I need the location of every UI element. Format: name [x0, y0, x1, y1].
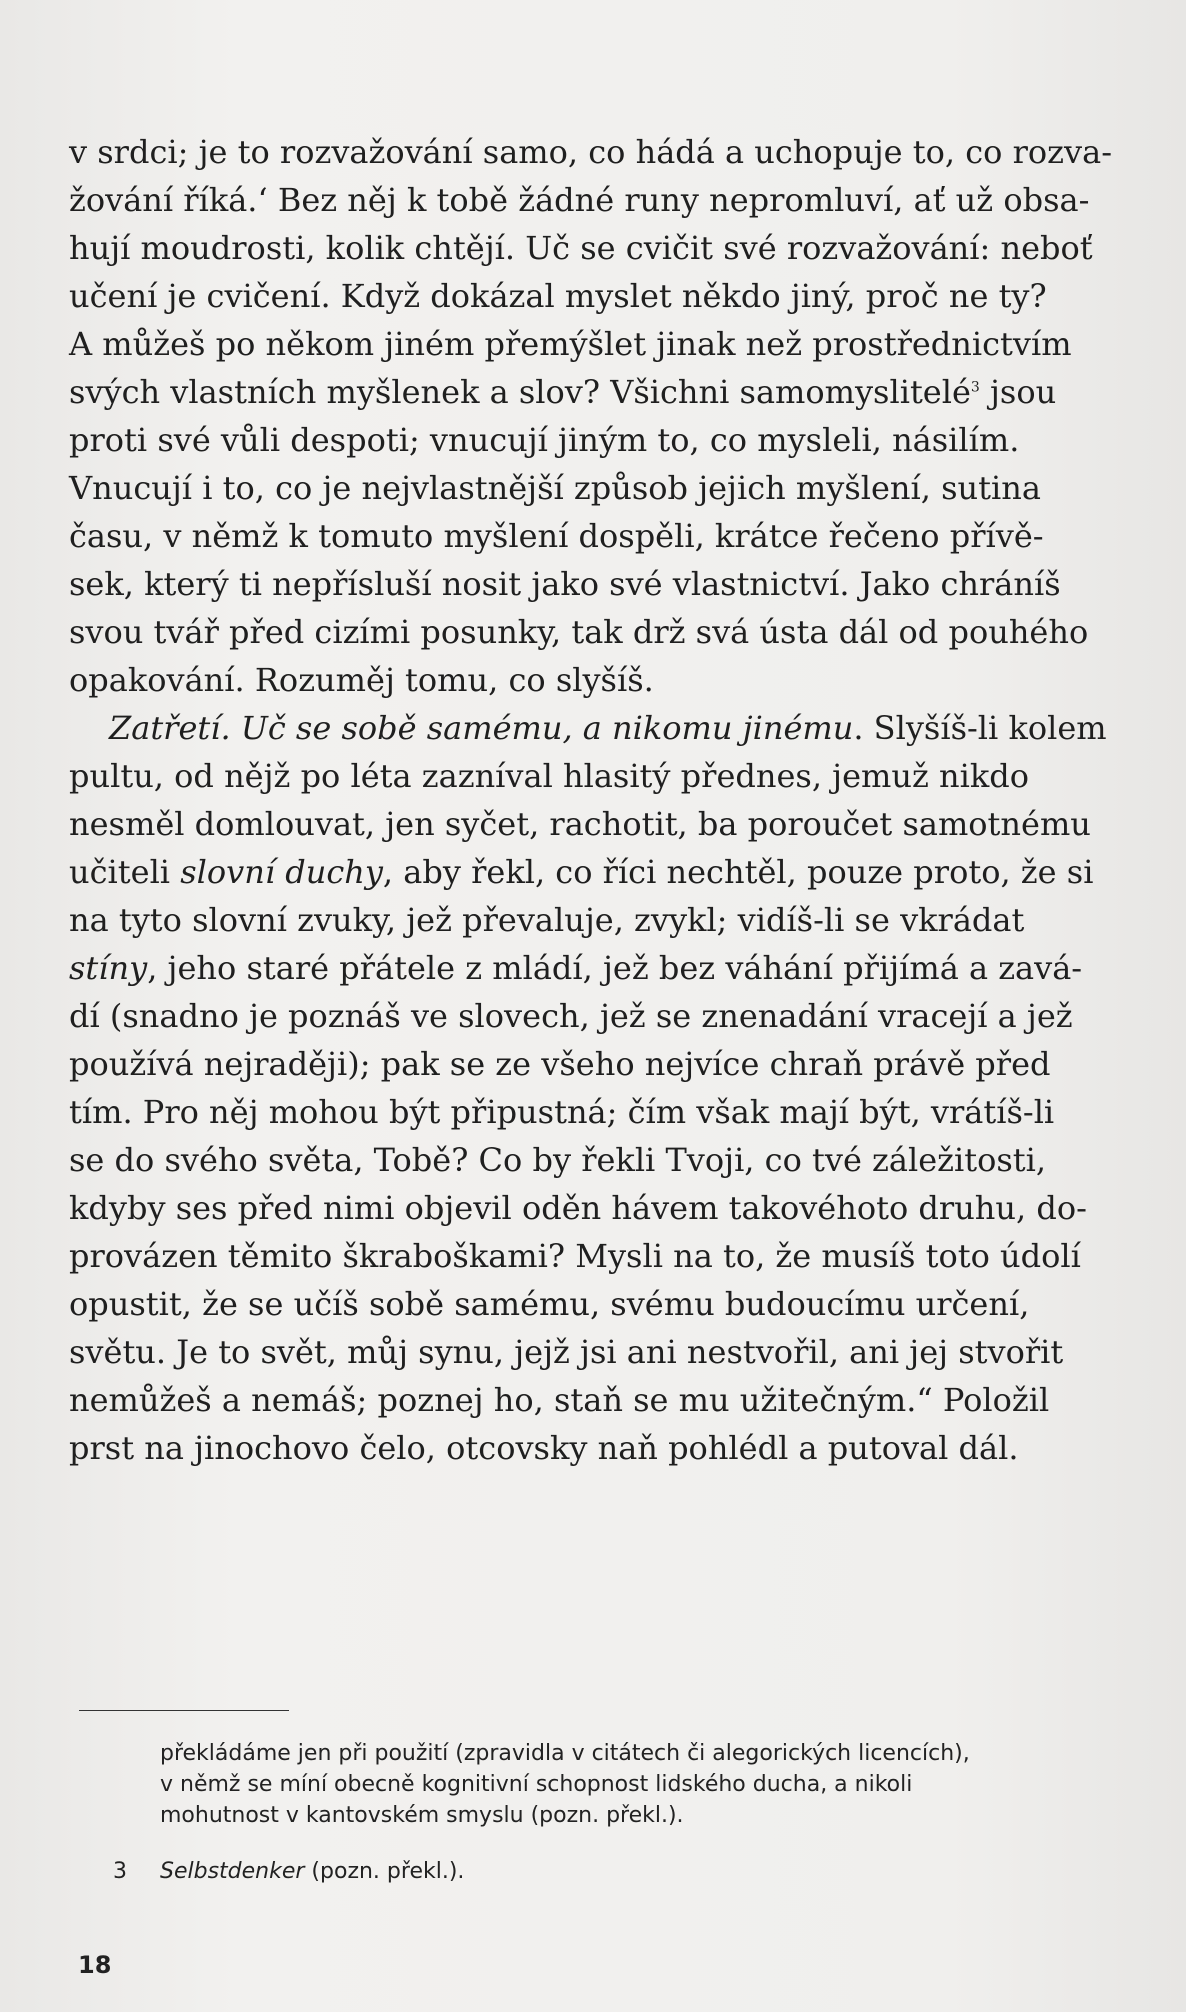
text-line: světu. Je to svět, můj synu, jejž jsi ani nestvořil, ani jej stvořit: [69, 1333, 1064, 1371]
italic-heading: Zatřetí. Uč se sobě samému, a nikomu jinému: [109, 709, 854, 747]
text-line-part: jsou: [979, 373, 1057, 411]
text-line: kdyby ses před nimi objevil oděn hávem takovéhoto druhu, do-: [69, 1189, 1087, 1227]
paragraph-start: [69, 704, 1117, 752]
text-line: nesměl domlouvat, jen syčet, rachotit, ba poroučet samotnému: [69, 805, 1091, 843]
text-line: [69, 848, 1117, 896]
text-line: hují moudrosti, kolik chtějí. Uč se cvičit své rozvažování: neboť: [69, 229, 1093, 267]
main-text: [69, 128, 1117, 1472]
text-line: provázen těmito škraboškami? Mysli na to, že musíš toto údolí: [69, 1237, 1081, 1275]
text-line: učení je cvičení. Když dokázal myslet někdo jiný, proč ne ty?: [69, 277, 1047, 315]
text-line-part: , jeho staré přátele z mládí, jež bez váhání přijímá a zavá-: [147, 949, 1083, 987]
text-line: svou tvář před cizími posunky, tak drž svá ústa dál od pouhého: [69, 613, 1089, 651]
text-line: pultu, od nějž po léta zazníval hlasitý přednes, jemuž nikdo: [69, 757, 1029, 795]
text-line: sek, který ti nepřísluší nosit jako své vlastnictví. Jako chráníš: [69, 565, 1061, 603]
text-line-part: . Slyšíš-li kolem: [853, 709, 1107, 747]
text-line: dí (snadno je poznáš ve slovech, jež se znenadání vracejí a jež: [69, 997, 1073, 1035]
page-number: 18: [78, 1951, 112, 1979]
footnote-ref-3: 3: [970, 379, 980, 396]
footnote-number: 3: [113, 1859, 127, 1884]
text-line: nemůžeš a nemáš; poznej ho, staň se mu užitečným.“ Položil: [69, 1381, 1050, 1419]
text-line-part: , aby řekl, co říci nechtěl, pouze proto, že si: [382, 853, 1094, 891]
text-line: opustit, že se učíš sobě samému, svému budoucímu určení,: [69, 1285, 1030, 1323]
footnote-3: [113, 1856, 464, 1887]
footnote-line: překládáme jen při použití (zpravidla v citátech či alegorických licencích),: [160, 1741, 970, 1766]
text-line: používá nejraději); pak se ze všeho nejvíce chraň právě před: [69, 1045, 1051, 1083]
text-line: proti své vůli despoti; vnucují jiným to, co mysleli, násilím.: [69, 421, 1020, 459]
text-line: na tyto slovní zvuky, jež převaluje, zvykl; vidíš-li se vkrádat: [69, 901, 1025, 939]
text-line: času, v němž k tomuto myšlení dospěli, krátce řečeno přívě-: [69, 517, 1044, 555]
text-line: prst na jinochovo čelo, otcovsky naň pohlédl a putoval dál.: [69, 1429, 1019, 1467]
text-line-part: svých vlastních myšlenek a slov? Všichni samomyslitelé: [69, 373, 971, 411]
italic-term: stíny: [69, 949, 148, 987]
text-line: tím. Pro něj mohou být připustná; čím však mají být, vrátíš-li: [69, 1093, 1055, 1131]
text-line: A můžeš po někom jiném přemýšlet jinak než prostřednictvím: [69, 325, 1072, 363]
text-line: opakování. Rozuměj tomu, co slyšíš.: [69, 661, 654, 699]
text-line: se do svého světa, Tobě? Co by řekli Tvoji, co tvé záležitosti,: [69, 1141, 1047, 1179]
text-line: [69, 368, 1117, 416]
footnote-line: v němž se míní obecně kognitivní schopnost lidského ducha, a nikoli: [160, 1772, 913, 1797]
footnote-term: Selbstdenker: [160, 1859, 305, 1884]
footnote-continued: [160, 1738, 1120, 1831]
text-line: žování říká.‘ Bez něj k tobě žádné runy nepromluví, ať už obsa-: [69, 181, 1090, 219]
text-line: v srdci; je to rozvažování samo, co hádá a uchopuje to, co rozva-: [69, 133, 1112, 171]
text-line: [69, 944, 1117, 992]
footnote-divider: [79, 1710, 289, 1711]
text-line: Vnucují i to, co je nejvlastnější způsob jejich myšlení, sutina: [69, 469, 1041, 507]
footnote-text: (pozn. překl.).: [304, 1859, 465, 1884]
footnote-line: mohutnost v kantovském smyslu (pozn. překl.).: [160, 1803, 684, 1828]
text-line-part: učiteli: [69, 853, 181, 891]
italic-term: slovní duchy: [180, 853, 383, 891]
